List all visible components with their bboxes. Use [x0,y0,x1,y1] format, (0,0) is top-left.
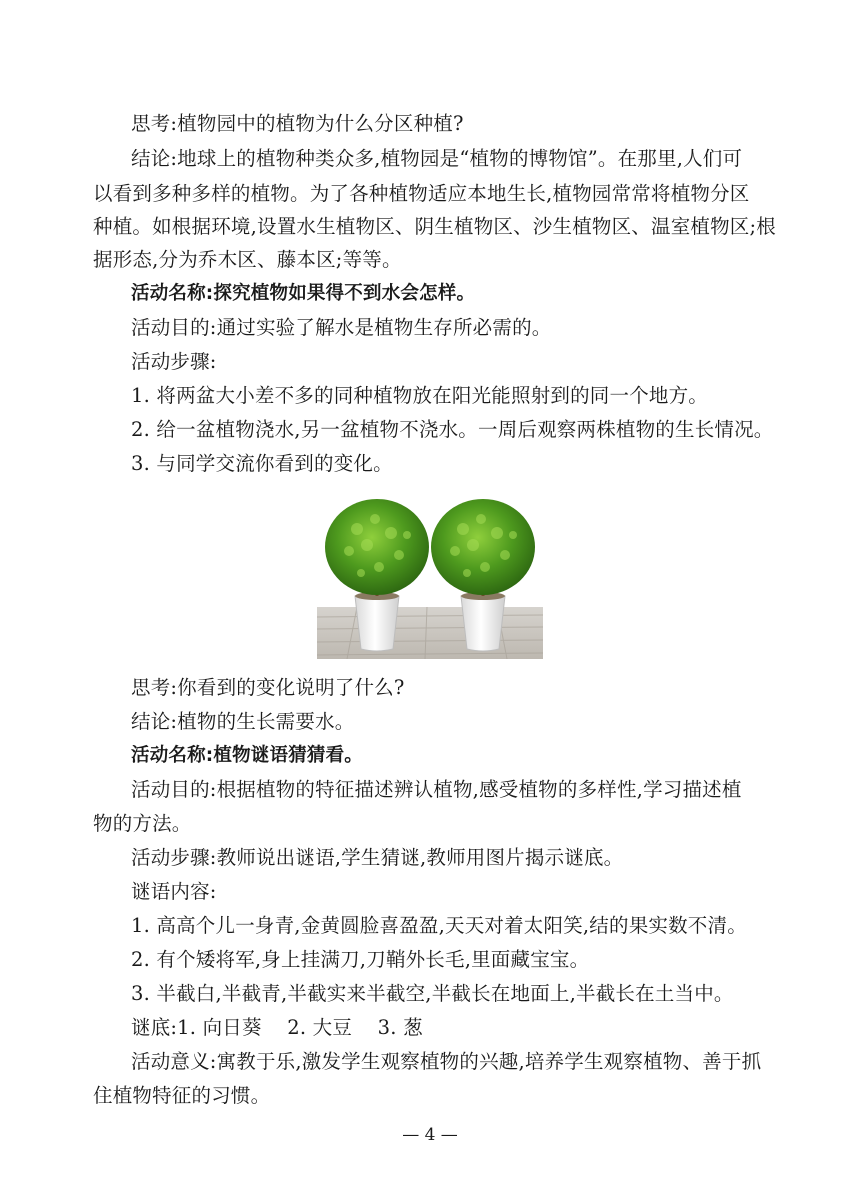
activity-goal-2-line-2: 物的方法。 [93,812,192,835]
riddle-answers: 谜底:1. 向日葵 2. 大豆 3. 葱 [131,1016,423,1039]
activity-significance-line-2: 住植物特征的习惯。 [93,1084,271,1107]
page-number: — 4 — [402,1125,458,1145]
conclusion-1-line-1: 结论:地球上的植物种类众多,植物园是“植物的博物馆”。在那里,人们可 [131,147,743,170]
think-question-2: 思考:你看到的变化说明了什么? [131,676,405,699]
step-1: 1. 将两盆大小差不多的同种植物放在阳光能照射到的同一个地方。 [131,384,709,407]
activity-significance-line-1: 活动意义:寓教于乐,激发学生观察植物的兴趣,培养学生观察植物、善于抓 [131,1050,762,1073]
activity-goal-1: 活动目的:通过实验了解水是植物生存所必需的。 [131,316,552,339]
activity-name-2: 活动名称:植物谜语猜猜看。 [131,745,363,766]
step-2: 2. 给一盆植物浇水,另一盆植物不浇水。一周后观察两株植物的生长情况。 [131,418,774,441]
step-3: 3. 与同学交流你看到的变化。 [131,452,393,475]
think-question-1: 思考:植物园中的植物为什么分区种植? [131,112,464,135]
riddle-content-heading: 谜语内容: [131,880,217,903]
conclusion-1-line-2: 以看到多种多样的植物。为了各种植物适应本地生长,植物园常常将植物分区 [93,182,750,205]
activity-steps-2: 活动步骤:教师说出谜语,学生猜谜,教师用图片揭示谜底。 [131,846,624,869]
conclusion-2: 结论:植物的生长需要水。 [131,710,355,733]
conclusion-1-line-4: 据形态,分为乔木区、藤本区;等等。 [93,248,402,271]
two-potted-plants-photo [317,489,543,659]
activity-goal-2-line-1: 活动目的:根据植物的特征描述辨认植物,感受植物的多样性,学习描述植 [131,778,742,801]
activity-steps-1-heading: 活动步骤: [131,350,217,373]
riddle-2: 2. 有个矮将军,身上挂满刀,刀鞘外长毛,里面藏宝宝。 [131,948,590,971]
riddle-1: 1. 高高个儿一身青,金黄圆脸喜盈盈,天天对着太阳笑,结的果实数不清。 [131,914,747,937]
conclusion-1-line-3: 种植。如根据环境,设置水生植物区、阴生植物区、沙生植物区、温室植物区;根 [93,215,776,238]
activity-name-1: 活动名称:探究植物如果得不到水会怎样。 [131,283,476,304]
riddle-3: 3. 半截白,半截青,半截实来半截空,半截长在地面上,半截长在土当中。 [131,982,734,1005]
